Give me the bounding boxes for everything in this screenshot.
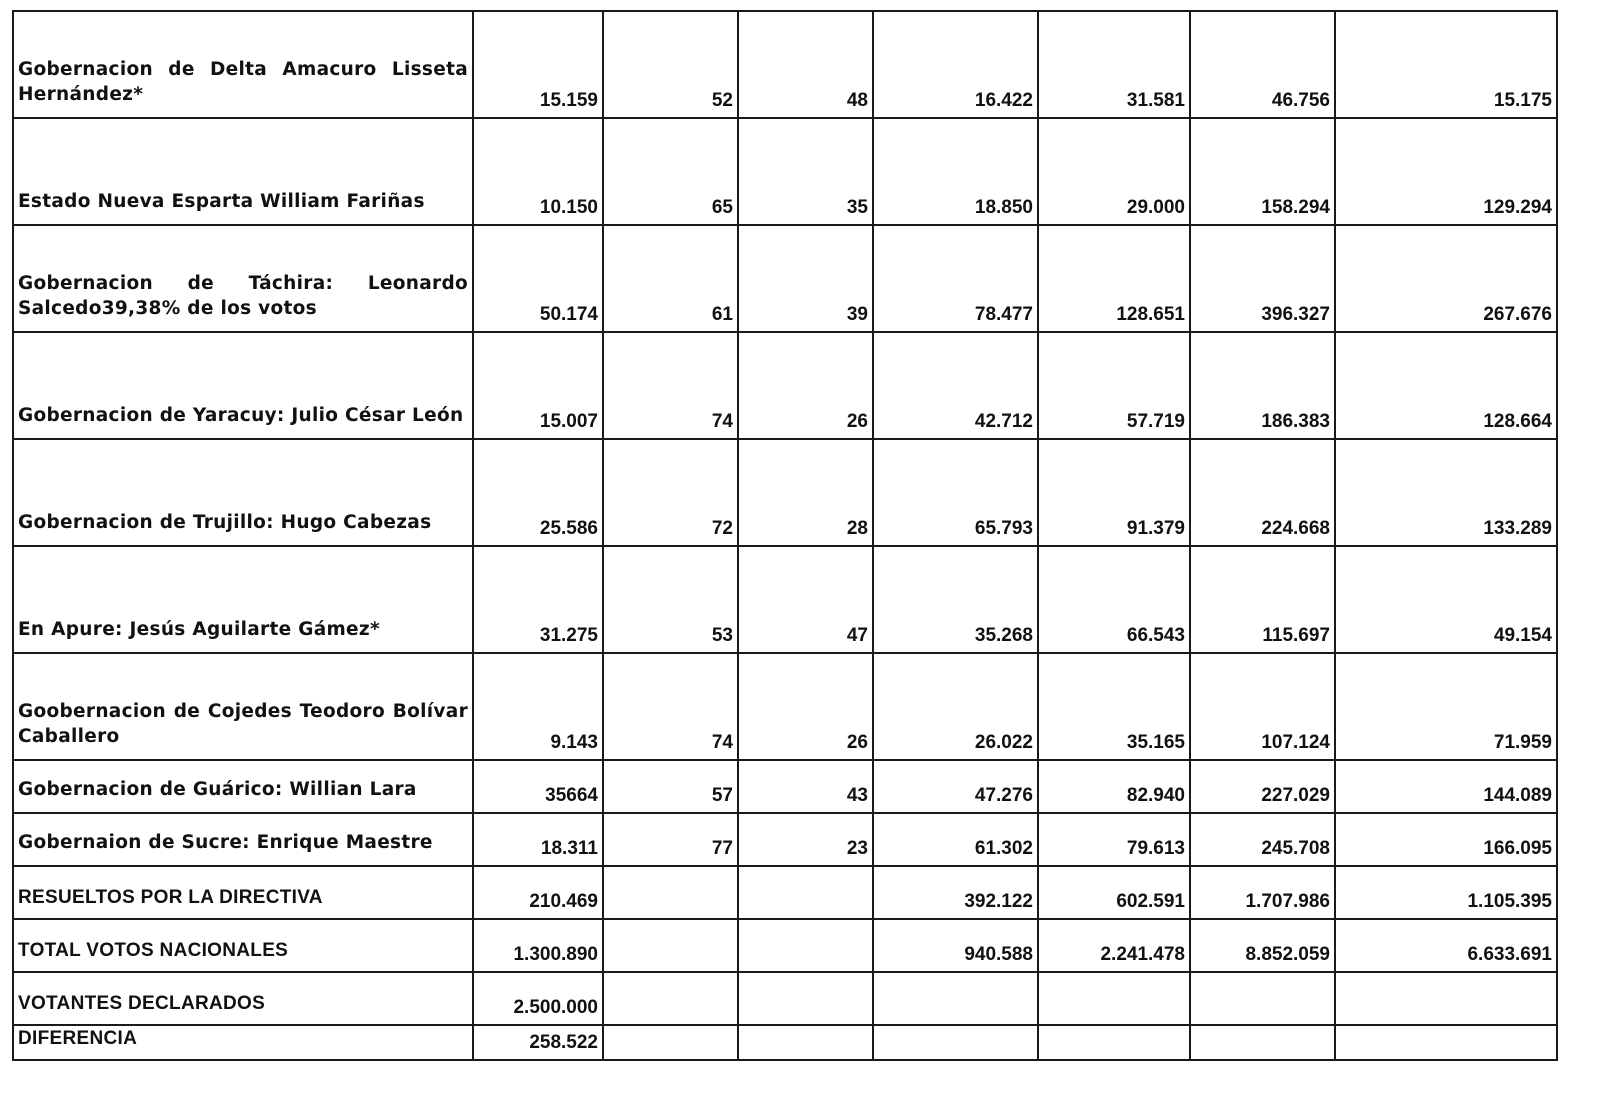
cell-c6: 396.327 <box>1190 225 1335 332</box>
cell-c6: 186.383 <box>1190 332 1335 439</box>
cell-c4: 65.793 <box>873 439 1038 546</box>
cell-c5: 91.379 <box>1038 439 1190 546</box>
cell-c6: 227.029 <box>1190 760 1335 813</box>
row-label: VOTANTES DECLARADOS <box>13 972 473 1025</box>
row-label: Gobernacion de Guárico: Willian Lara <box>13 760 473 813</box>
cell-c7: 15.175 <box>1335 11 1557 118</box>
row-label: Gobernaion de Sucre: Enrique Maestre <box>13 813 473 866</box>
cell-c4: 392.122 <box>873 866 1038 919</box>
row-label: Gobernacion de Trujillo: Hugo Cabezas <box>13 439 473 546</box>
cell-c2: 77 <box>603 813 738 866</box>
cell-c6: 8.852.059 <box>1190 919 1335 972</box>
row-label: Gobernacion de Delta Amacuro Lisseta Hernández* <box>13 11 473 118</box>
cell-c6: 1.707.986 <box>1190 866 1335 919</box>
cell-c1: 258.522 <box>473 1025 603 1060</box>
cell-c4 <box>873 972 1038 1025</box>
cell-c1: 210.469 <box>473 866 603 919</box>
row-label: TOTAL VOTOS NACIONALES <box>13 919 473 972</box>
row-label: Estado Nueva Esparta William Fariñas <box>13 118 473 225</box>
cell-c6 <box>1190 1025 1335 1060</box>
cell-c2: 57 <box>603 760 738 813</box>
row-label: Gobernacion de Yaracuy: Julio César León <box>13 332 473 439</box>
cell-c4: 42.712 <box>873 332 1038 439</box>
cell-c5: 2.241.478 <box>1038 919 1190 972</box>
cell-c2: 52 <box>603 11 738 118</box>
cell-c7: 144.089 <box>1335 760 1557 813</box>
cell-c7 <box>1335 972 1557 1025</box>
cell-c3 <box>738 972 873 1025</box>
cell-c3: 47 <box>738 546 873 653</box>
cell-c7: 1.105.395 <box>1335 866 1557 919</box>
cell-c7: 71.959 <box>1335 653 1557 760</box>
summary-row <box>13 1025 1557 1060</box>
cell-c3: 48 <box>738 11 873 118</box>
table-row <box>13 546 1557 653</box>
cell-c1: 9.143 <box>473 653 603 760</box>
cell-c2 <box>603 972 738 1025</box>
cell-c7: 128.664 <box>1335 332 1557 439</box>
cell-c1: 1.300.890 <box>473 919 603 972</box>
cell-c5: 57.719 <box>1038 332 1190 439</box>
cell-c2 <box>603 919 738 972</box>
cell-c2: 74 <box>603 332 738 439</box>
table-row <box>13 813 1557 866</box>
cell-c5: 82.940 <box>1038 760 1190 813</box>
cell-c3: 35 <box>738 118 873 225</box>
table-row <box>13 760 1557 813</box>
results-document <box>12 10 1558 1061</box>
cell-c7: 6.633.691 <box>1335 919 1557 972</box>
cell-c7: 267.676 <box>1335 225 1557 332</box>
cell-c2 <box>603 866 738 919</box>
row-label: RESUELTOS POR LA DIRECTIVA <box>13 866 473 919</box>
cell-c3 <box>738 919 873 972</box>
cell-c7 <box>1335 1025 1557 1060</box>
cell-c1: 25.586 <box>473 439 603 546</box>
cell-c1: 15.159 <box>473 11 603 118</box>
cell-c4: 26.022 <box>873 653 1038 760</box>
summary-row <box>13 972 1557 1025</box>
cell-c6: 224.668 <box>1190 439 1335 546</box>
cell-c6: 107.124 <box>1190 653 1335 760</box>
row-label: DIFERENCIA <box>13 1025 473 1060</box>
cell-c4: 16.422 <box>873 11 1038 118</box>
cell-c6: 245.708 <box>1190 813 1335 866</box>
table-row <box>13 118 1557 225</box>
cell-c7: 49.154 <box>1335 546 1557 653</box>
cell-c3: 23 <box>738 813 873 866</box>
cell-c7: 166.095 <box>1335 813 1557 866</box>
cell-c7: 133.289 <box>1335 439 1557 546</box>
row-label: En Apure: Jesús Aguilarte Gámez* <box>13 546 473 653</box>
table-row <box>13 653 1557 760</box>
row-label: Gobernacion de Táchira: Leonardo Salcedo39,38% de los votos <box>13 225 473 332</box>
cell-c1: 10.150 <box>473 118 603 225</box>
summary-row <box>13 919 1557 972</box>
cell-c2: 65 <box>603 118 738 225</box>
cell-c5 <box>1038 1025 1190 1060</box>
cell-c6: 158.294 <box>1190 118 1335 225</box>
cell-c3 <box>738 1025 873 1060</box>
cell-c6: 46.756 <box>1190 11 1335 118</box>
table-row <box>13 11 1557 118</box>
cell-c3 <box>738 866 873 919</box>
cell-c2: 53 <box>603 546 738 653</box>
cell-c3: 26 <box>738 332 873 439</box>
cell-c5 <box>1038 972 1190 1025</box>
cell-c3: 26 <box>738 653 873 760</box>
cell-c5: 602.591 <box>1038 866 1190 919</box>
cell-c4: 18.850 <box>873 118 1038 225</box>
cell-c4: 940.588 <box>873 919 1038 972</box>
cell-c5: 35.165 <box>1038 653 1190 760</box>
row-label: Goobernacion de Cojedes Teodoro Bolívar Caballero <box>13 653 473 760</box>
cell-c6: 115.697 <box>1190 546 1335 653</box>
cell-c5: 29.000 <box>1038 118 1190 225</box>
cell-c2: 74 <box>603 653 738 760</box>
cell-c3: 28 <box>738 439 873 546</box>
cell-c4: 61.302 <box>873 813 1038 866</box>
cell-c1: 2.500.000 <box>473 972 603 1025</box>
table-body <box>13 11 1557 1060</box>
table-row <box>13 332 1557 439</box>
cell-c5: 66.543 <box>1038 546 1190 653</box>
cell-c6 <box>1190 972 1335 1025</box>
cell-c1: 35664 <box>473 760 603 813</box>
cell-c5: 79.613 <box>1038 813 1190 866</box>
cell-c2: 61 <box>603 225 738 332</box>
cell-c7: 129.294 <box>1335 118 1557 225</box>
cell-c2: 72 <box>603 439 738 546</box>
table-row <box>13 439 1557 546</box>
cell-c4: 78.477 <box>873 225 1038 332</box>
cell-c4: 47.276 <box>873 760 1038 813</box>
table-row <box>13 225 1557 332</box>
cell-c2 <box>603 1025 738 1060</box>
cell-c1: 15.007 <box>473 332 603 439</box>
cell-c1: 50.174 <box>473 225 603 332</box>
cell-c1: 31.275 <box>473 546 603 653</box>
cell-c3: 39 <box>738 225 873 332</box>
cell-c4: 35.268 <box>873 546 1038 653</box>
cell-c5: 31.581 <box>1038 11 1190 118</box>
cell-c4 <box>873 1025 1038 1060</box>
cell-c1: 18.311 <box>473 813 603 866</box>
cell-c5: 128.651 <box>1038 225 1190 332</box>
results-table <box>12 10 1558 1061</box>
summary-row <box>13 866 1557 919</box>
cell-c3: 43 <box>738 760 873 813</box>
